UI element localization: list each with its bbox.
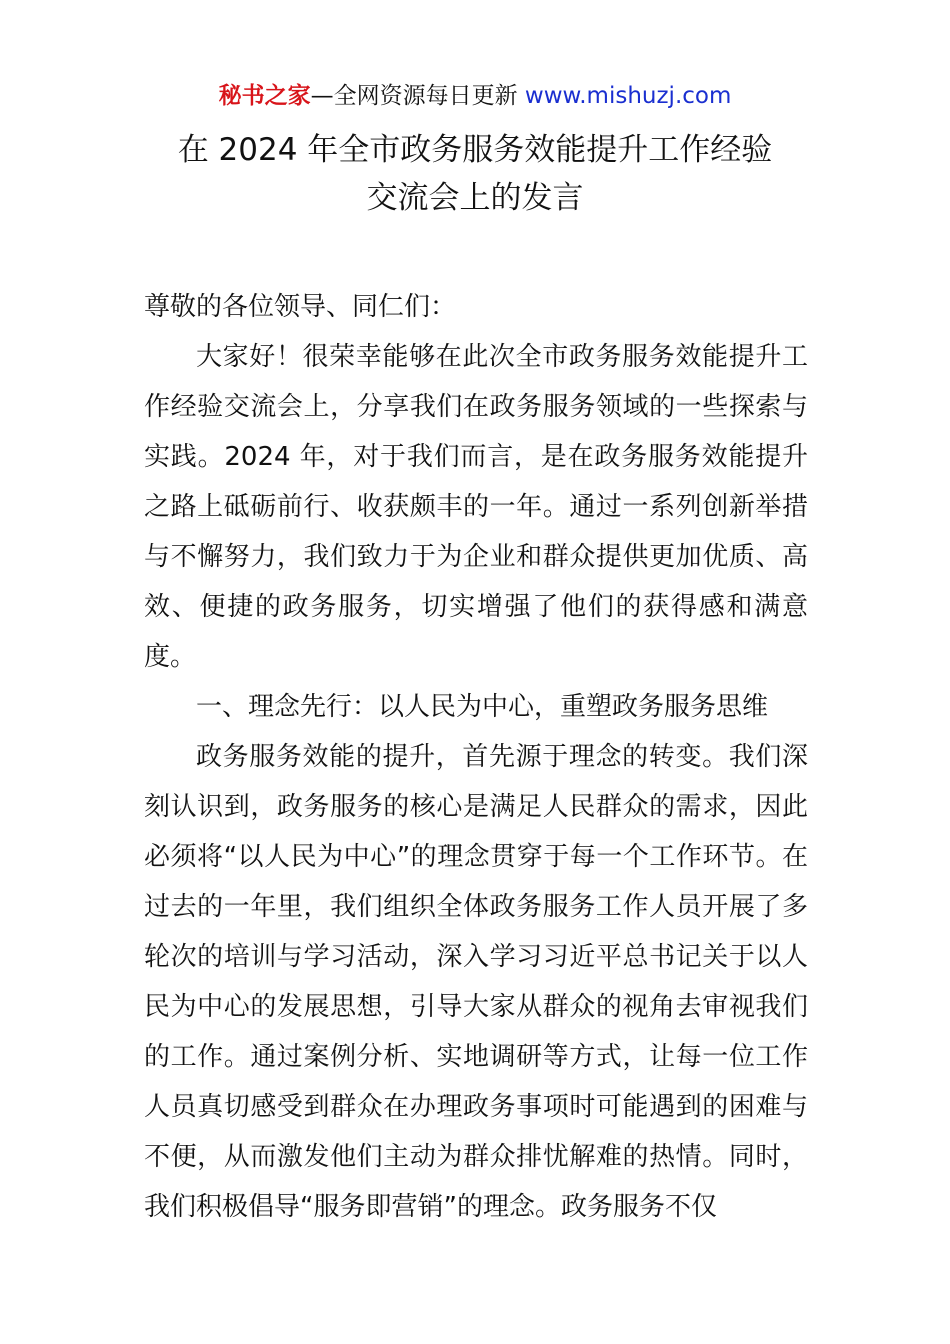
site-header (0, 80, 950, 112)
section-heading-1: 一、理念先行：以人民为中心，重塑政务服务思维 (196, 692, 769, 722)
paragraph-1: 大家好！很荣幸能够在此次全市政务服务效能提升工作经验交流会上，分享我们在政务服务领域的一些探索与实践。2024 年，对于我们而言，是在政务服务效能提升之路上砥砺前行、收获颇丰的一年。通过一系列创新举措与不懈努力，我们致力于为企业和群众提供更加优质、高效、便捷的政务服务，切实增强了他们的获得感和满意度。 (144, 342, 808, 672)
document-body (144, 282, 808, 1232)
brand-name: 秘书之家 (218, 83, 311, 109)
title-line-1: 在 2024 年全市政务服务效能提升工作经验 (177, 132, 773, 168)
paragraph-2: 政务服务效能的提升，首先源于理念的转变。我们深刻认识到，政务服务的核心是满足人民群众的需求，因此必须将“以人民为中心”的理念贯穿于每一个工作环节。在过去的一年里，我们组织全体政务服务工作人员开展了多轮次的培训与学习活动，深入学习习近平总书记关于以人民为中心的发展思想，引导大家从群众的视角去审视我们的工作。通过案例分析、实地调研等方式，让每一位工作人员真切感受到群众在办理政务事项时可能遇到的困难与不便，从而激发他们主动为群众排忧解难的热情。同时，我们积极倡导“服务即营销”的理念。政务服务不仅 (144, 742, 808, 1222)
document-title (0, 126, 950, 222)
header-tagline: —全网资源每日更新 (310, 83, 518, 109)
salutation: 尊敬的各位领导、同仁们： (144, 292, 457, 322)
site-url[interactable]: www.mishuzj.com (524, 83, 732, 109)
title-line-2: 交流会上的发言 (366, 180, 584, 216)
